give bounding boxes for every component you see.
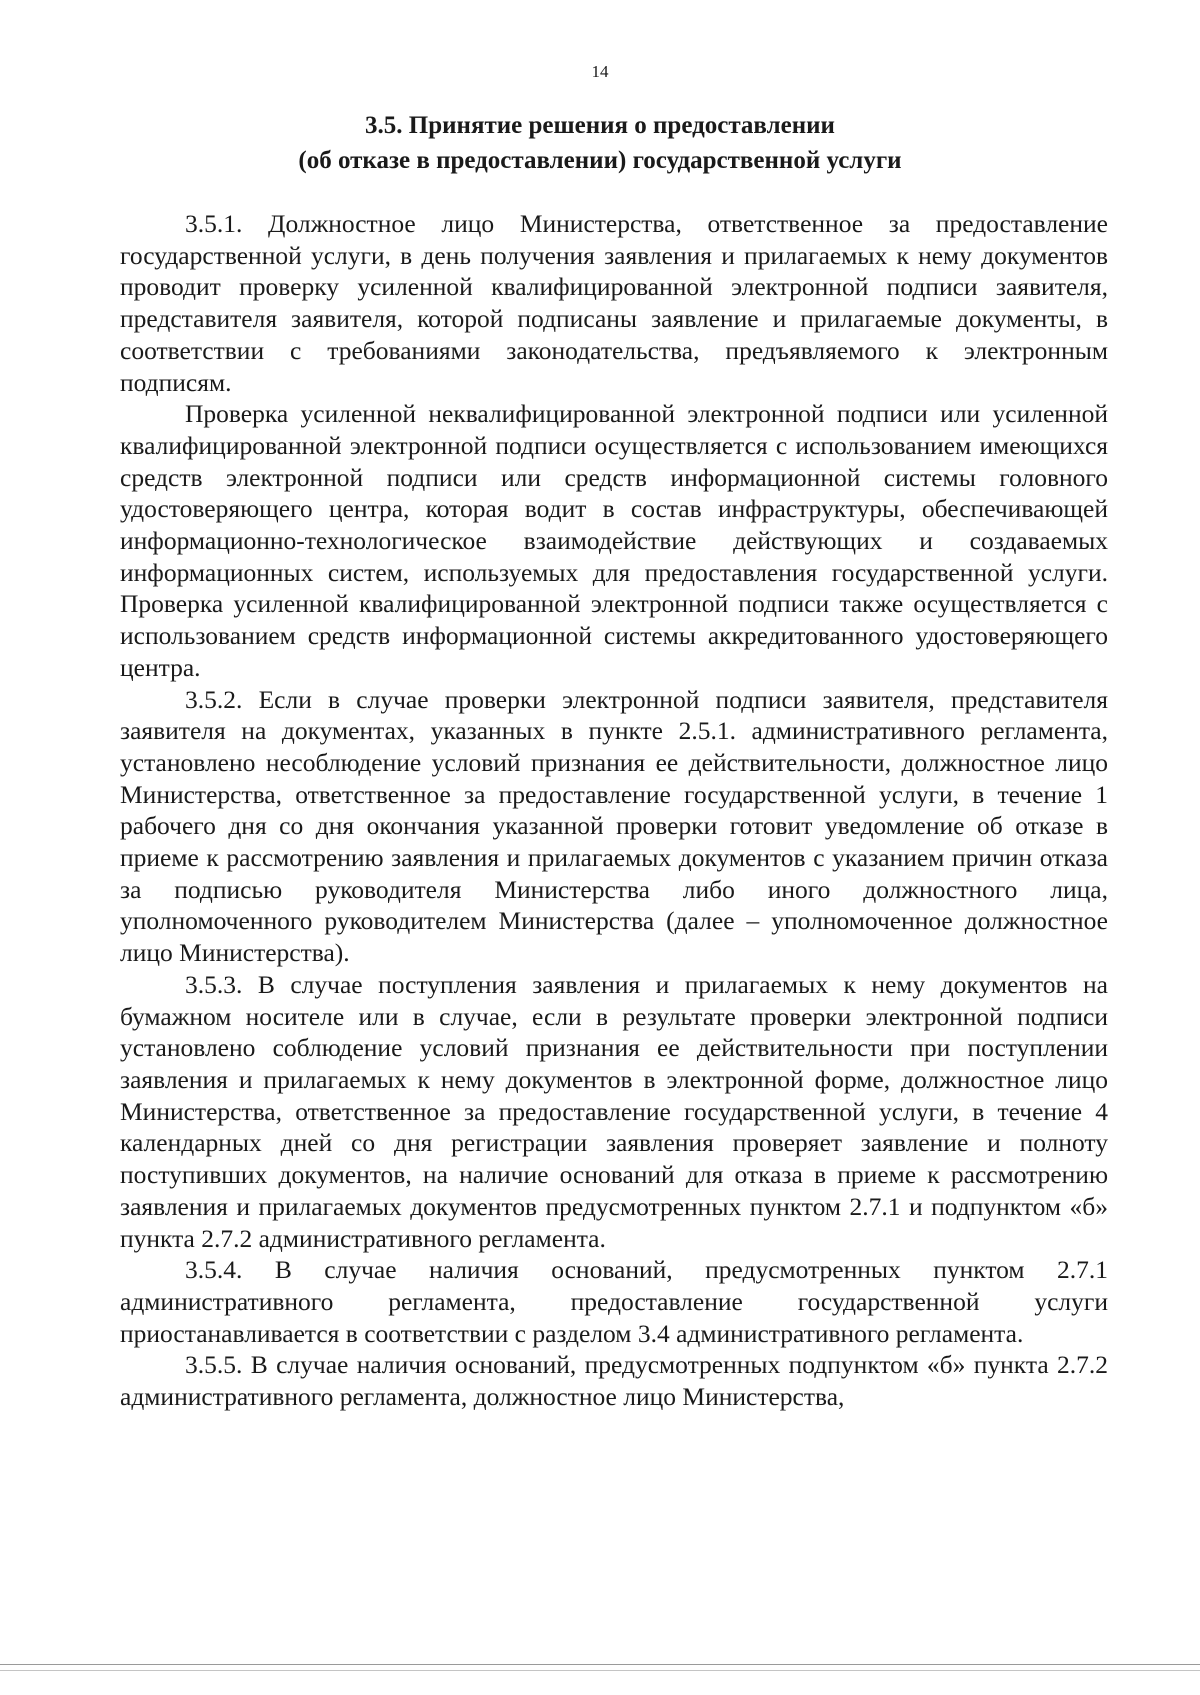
paragraph-3-5-1: 3.5.1. Должностное лицо Министерства, ответственное за предоставление государственной услуги, в день получения заявления и прилагаемых к нему документов проводит проверку усиленной квалифицированной электронной подписи заявителя, представителя заявителя, которой подписаны заявление и прилагаемые документы, в соответствии с требованиями законодательства, предъявляемого к электронным подписям.	[120, 209, 1108, 397]
paragraph-signature-check: Проверка усиленной неквалифицированной электронной подписи или усиленной квалифицированной электронной подписи осуществляется с использованием имеющихся средств электронной подписи или средств информационной системы головного удостоверяющего центра, которая водит в состав инфраструктуры, обеспечивающей информационно-технологическое взаимодействие действующих и создаваемых информационных систем, используемых для предоставления государственной услуги. Проверка усиленной квалифицированной электронной подписи также осуществляется с использованием средств информационной системы аккредитованного удостоверяющего центра.	[120, 399, 1108, 682]
section-title-line-2: (об отказе в предоставлении) государственной услуги	[298, 147, 902, 174]
paragraph-3-5-2: 3.5.2. Если в случае проверки электронной подписи заявителя, представителя заявителя на документах, указанных в пункте 2.5.1. административного регламента, установлено несоблюдение условий признания ее действительности, должностное лицо Министерства, ответственное за предоставление государственной услуги, в течение 1 рабочего дня со дня окончания указанной проверки готовит уведомление об отказе в приеме к рассмотрению заявления и прилагаемых документов с указанием причин отказа за подписью руководителя Министерства либо иного должностного лица, уполномоченного руководителем Министерства (далее – уполномоченное должностное лицо Министерства).	[120, 684, 1108, 968]
section-title-line-1: 3.5. Принятие решения о предоставлении	[365, 112, 835, 139]
paragraph-3-5-3: 3.5.3. В случае поступления заявления и прилагаемых к нему документов на бумажном носителе или в случае, если в результате проверки электронной подписи установлено соблюдение условий признания ее действительности при поступлении заявления и прилагаемых к нему документов в электронной форме, должностное лицо Министерства, ответственное за предоставление государственной услуги, в течение 4 календарных дней со дня регистрации заявления проверяет заявление и полноту поступивших документов, на наличие оснований для отказа в приеме к рассмотрению заявления и прилагаемых документов предусмотренных пунктом 2.7.1 и подпунктом «б» пункта 2.7.2 административного регламента.	[120, 969, 1108, 1253]
paragraph-3-5-5: 3.5.5. В случае наличия оснований, предусмотренных подпунктом «б» пункта 2.7.2 административного регламента, должностное лицо Министерства,	[120, 1350, 1108, 1412]
page-edge-rule	[0, 1664, 1200, 1665]
page-number: 14	[591, 62, 609, 81]
paragraph-3-5-4: 3.5.4. В случае наличия оснований, предусмотренных пунктом 2.7.1 административного регламента, предоставление государственной услуги приостанавливается в соответствии с разделом 3.4 административного регламента.	[120, 1255, 1108, 1348]
page-edge-rule-secondary	[0, 1670, 1200, 1671]
section-heading	[0, 108, 1200, 178]
document-body	[120, 208, 1108, 1413]
